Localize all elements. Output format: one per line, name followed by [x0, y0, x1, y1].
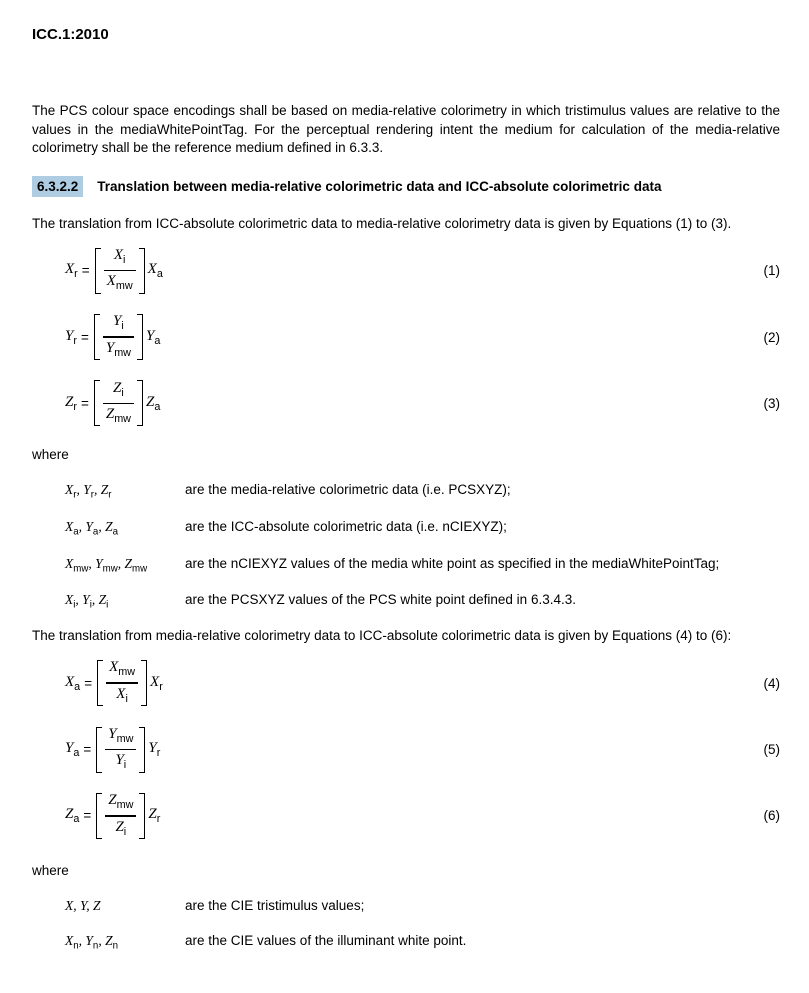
equals-sign: = [81, 263, 90, 279]
definition-list-1 [32, 480, 780, 615]
equation-expression [65, 792, 160, 839]
equation-number: (6) [763, 808, 780, 824]
definition-term: X, Y, Z [65, 897, 101, 913]
left-bracket [96, 793, 102, 839]
fraction [104, 247, 136, 294]
equation-multiplier: $X_a$ [147, 261, 163, 281]
equation-1-3-row-1 [32, 247, 780, 294]
equation-1-3-row-3 [32, 380, 780, 427]
where-label-1: where [32, 447, 69, 463]
section-number: 6.3.2.2 [32, 176, 83, 197]
definition-description: are the media-relative colorimetric data (i.e. PCSXYZ); [185, 482, 511, 498]
fraction-numerator: $Z_i$ [113, 379, 124, 399]
definition-description: are the CIE tristimulus values; [185, 897, 365, 913]
equals-sign: = [80, 395, 89, 411]
definition-description: are the PCSXYZ values of the PCS white point defined in 6.3.4.3. [185, 592, 576, 608]
equals-sign: = [83, 742, 92, 757]
equation-multiplier: $Z_r$ [148, 806, 161, 826]
fraction-numerator: $Y_{mw}$ [108, 725, 134, 745]
definition-list-2 [32, 896, 780, 956]
equations-1-3-group [32, 247, 780, 427]
equation-expression [65, 380, 160, 427]
left-bracket [96, 727, 102, 773]
equals-sign: = [80, 329, 89, 345]
equation-4-6-row-2 [32, 726, 780, 773]
equation-expression [65, 659, 163, 706]
definition-description: are the nCIEXYZ values of the media white point as specified in the mediaWhitePointTag; [185, 555, 720, 571]
fraction [105, 792, 136, 839]
right-bracket [141, 660, 147, 706]
left-bracket [97, 660, 103, 706]
definition-term: $X_n$, $Y_n$, $Z_n$ [65, 932, 118, 952]
equation-expression [65, 313, 160, 360]
definition-1-row-4 [65, 590, 780, 615]
definition-term: $X_{mw}$, $Y_{mw}$, $Z_{mw}$ [65, 555, 148, 575]
fraction [106, 659, 138, 706]
fraction [103, 380, 134, 427]
definition-2-row-1 [65, 896, 780, 915]
fraction-denominator: $X_{mw}$ [106, 273, 133, 293]
fraction-numerator: $Z_{mw}$ [108, 792, 134, 812]
equation-1-3-row-2 [32, 313, 780, 360]
left-bracket [94, 314, 100, 360]
definition-term: $X_i$, $Y_i$, $Z_i$ [65, 592, 109, 611]
fraction-bar [104, 270, 136, 271]
equation-number: (5) [763, 742, 780, 757]
equation-lhs: $Z_a$ [65, 806, 80, 826]
equation-lhs: $Z_r$ [65, 393, 77, 413]
document-header: ICC.1:2010 [32, 26, 109, 43]
definition-description: are the ICC-absolute colorimetric data (i.e. nCIEXYZ); [185, 518, 507, 534]
fraction-bar [103, 336, 134, 337]
fraction-bar [106, 682, 138, 683]
equation-number: (4) [763, 675, 780, 691]
fraction-bar [103, 403, 134, 404]
equation-number: (1) [763, 263, 780, 279]
right-bracket [139, 248, 145, 294]
equation-4-6-row-1 [32, 659, 780, 706]
equation-multiplier: $Y_r$ [148, 740, 161, 759]
definition-1-row-1 [65, 480, 780, 505]
translation-reverse-paragraph: The translation from media-relative colorimetry data to ICC-absolute colorimetric data is given by Equations (4) to (6): [32, 627, 732, 643]
section-heading [32, 176, 780, 197]
equation-multiplier: $X_r$ [150, 673, 163, 693]
fraction-numerator: $Y_i$ [113, 313, 124, 333]
right-bracket [137, 314, 143, 360]
definition-term: $X_a$, $Y_a$, $Z_a$ [65, 518, 118, 538]
fraction-denominator: $Y_i$ [115, 752, 127, 772]
definition-1-row-3 [65, 554, 780, 579]
right-bracket [137, 380, 143, 426]
equations-4-6-group [32, 659, 780, 839]
intro-paragraph: The PCS colour space encodings shall be based on media-relative colorimetry in which tristimulus values are relative to the values in the mediaWhitePointTag. For the perceptual rendering intent the medium for calculation of the media-relative colorimetry shall be the reference medium defined in 6.3.3. [32, 103, 780, 155]
section-title: Translation between media-relative colorimetric data and ICC-absolute colorimetric data [97, 178, 662, 194]
equation-lhs: $X_r$ [65, 261, 78, 281]
equation-lhs: $Y_r$ [65, 327, 77, 347]
fraction-bar [105, 749, 136, 750]
equation-number: (2) [763, 329, 780, 345]
equation-number: (3) [763, 395, 780, 411]
fraction-denominator: $Y_{mw}$ [105, 339, 131, 359]
fraction-denominator: $X_i$ [116, 685, 128, 705]
right-bracket [139, 793, 145, 839]
equation-lhs: $Y_a$ [65, 740, 80, 759]
translation-forward-paragraph: The translation from ICC-absolute colorimetric data to media-relative colorimetry data is given by Equations (1) to (3). [32, 215, 732, 231]
definition-1-row-2 [65, 517, 780, 542]
fraction-bar [105, 815, 136, 816]
equals-sign: = [84, 675, 93, 691]
fraction-denominator: $Z_{mw}$ [105, 406, 131, 426]
fraction-numerator: $X_{mw}$ [109, 659, 136, 679]
fraction-numerator: $X_i$ [113, 247, 126, 266]
equation-expression [65, 726, 160, 773]
fraction [105, 726, 136, 773]
equation-expression [65, 247, 163, 294]
right-bracket [139, 727, 145, 773]
definition-description: are the CIE values of the illuminant white point. [185, 932, 467, 948]
equation-multiplier: $Z_a$ [145, 393, 161, 413]
definition-2-row-2 [65, 931, 780, 956]
fraction [103, 313, 134, 360]
where-label-2: where [32, 862, 69, 878]
fraction-denominator: $Z_i$ [115, 818, 127, 838]
equation-multiplier: $Y_a$ [145, 327, 161, 347]
definition-term: $X_r$, $Y_r$, $Z_r$ [65, 482, 112, 501]
equation-4-6-row-3 [32, 792, 780, 839]
left-bracket [95, 248, 101, 294]
left-bracket [94, 380, 100, 426]
equation-lhs: $X_a$ [65, 673, 81, 693]
equals-sign: = [83, 808, 92, 824]
